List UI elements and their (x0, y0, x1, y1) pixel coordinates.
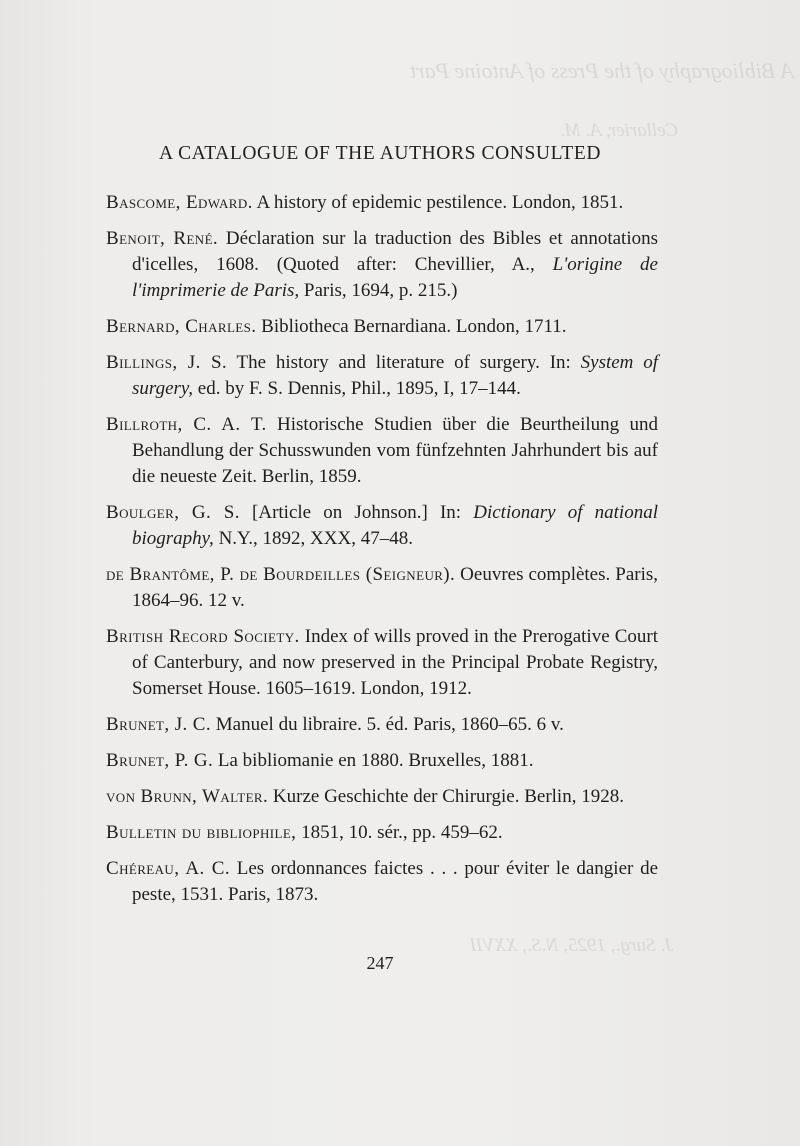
entry-text: Index of wills proved in the Prerogative Court of Canterbury, and now preserved in the Principal Probate Registry, Somerset House. 1605–1619. London, 1912. (132, 626, 659, 699)
entry-author: de Brantôme, P. de Bourdeilles (Seigneur). (106, 564, 456, 585)
entry-text: Kurze Geschichte der Chirurgie. Berlin, 1928. (268, 786, 624, 807)
entry-author: Chéreau, A. C. (106, 858, 231, 879)
entry-author: Boulger, G. S. (106, 502, 240, 523)
catalogue-entry (106, 856, 658, 908)
entry-author: Billroth, C. A. T. (106, 414, 267, 435)
entry-text: 1851, 10. sér., pp. 459–62. (296, 822, 503, 843)
catalogue-entries (106, 190, 658, 918)
entry-author: Bernard, Charles. (106, 316, 257, 337)
entry-text: Manuel du libraire. 5. éd. Paris, 1860–65. 6 v. (211, 714, 564, 735)
entry-italic-title: L'origine de l'imprimerie de Paris, (132, 254, 658, 301)
entry-text: Historische Studien über die Beurtheilung und Behandlung der Schusswunden vom fünfzehnten Jahrhundert bis auf die neueste Zeit. Berlin, 1859. (132, 414, 658, 487)
entry-author: Benoit, René. (106, 228, 219, 249)
bleed-through-text: A Bibliography of the Press of Antoine Part (410, 58, 794, 83)
catalogue-entry (106, 748, 658, 774)
catalogue-entry (106, 784, 658, 810)
entry-italic-title: Dictionary of national biography, (132, 502, 658, 549)
entry-text-tail: Paris, 1694, p. 215.) (299, 280, 458, 301)
entry-text: A history of epidemic pestilence. London, 1851. (252, 192, 624, 213)
entry-author: von Brunn, Walter. (106, 786, 269, 807)
catalogue-entry (106, 562, 658, 614)
page-title: A CATALOGUE OF THE AUTHORS CONSULTED (158, 143, 602, 164)
catalogue-entry (106, 712, 658, 738)
catalogue-entry (106, 820, 658, 846)
catalogue-entry (106, 226, 658, 304)
entry-author: Bascome, Edward. (106, 192, 253, 213)
entry-text: La bibliomanie en 1880. Bruxelles, 1881. (213, 750, 534, 771)
entry-italic-title: System of surgery, (132, 352, 658, 399)
bleed-through-text: J. Surg., 1925, N.S., XXVII (470, 935, 674, 956)
entry-text-tail: ed. by F. S. Dennis, Phil., 1895, I, 17–144. (193, 378, 521, 399)
page-number: 247 (366, 953, 394, 973)
catalogue-entry (106, 350, 658, 402)
entry-text: Oeuvres complètes. Paris, 1864–96. 12 v. (132, 564, 659, 611)
entry-text: The history and literature of surgery. In: (227, 352, 581, 373)
entry-author: Brunet, J. C. (106, 714, 212, 735)
entry-text: Déclaration sur la traduction des Bibles et annotations d'icelles, 1608. (Quoted after: Chevillier, A., (132, 228, 658, 275)
bleed-through-text: Cellarier, A. M. (560, 120, 679, 141)
entry-author: Brunet, P. G. (106, 750, 214, 771)
catalogue-entry (106, 500, 658, 552)
entry-text: Les ordonnances faictes . . . pour éviter le dangier de peste, 1531. Paris, 1873. (132, 858, 658, 905)
entry-text-tail: N.Y., 1892, XXX, 47–48. (213, 528, 413, 549)
catalogue-entry (106, 314, 658, 340)
entry-author: British Record Society. (106, 626, 300, 647)
entry-text: Bibliotheca Bernardiana. London, 1711. (256, 316, 567, 337)
entry-text: [Article on Johnson.] In: (239, 502, 474, 523)
catalogue-entry (106, 412, 658, 490)
catalogue-entry (106, 624, 658, 702)
entry-author: Bulletin du bibliophile, (106, 822, 297, 843)
entry-author: Billings, J. S. (106, 352, 228, 373)
catalogue-entry (106, 190, 658, 216)
